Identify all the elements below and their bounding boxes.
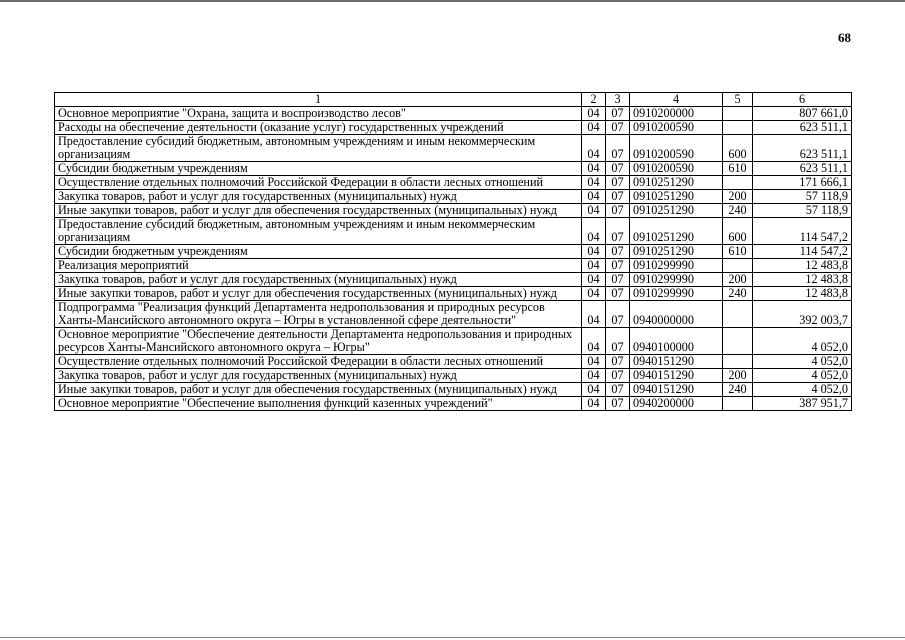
- expense-type-cell: 200: [723, 273, 753, 287]
- item-name-cell: Иные закупки товаров, работ и услуг для обеспечения государственных (муниципальных) нужд: [55, 204, 582, 218]
- subsection-cell: 07: [606, 328, 630, 355]
- expense-type-cell: [723, 107, 753, 121]
- target-article-cell: 0910200000: [630, 107, 723, 121]
- expense-type-cell: 240: [723, 204, 753, 218]
- expense-type-cell: 200: [723, 190, 753, 204]
- amount-cell: 623 511,1: [753, 135, 852, 162]
- section-cell: 04: [582, 135, 606, 162]
- header-col-4: 4: [630, 93, 723, 107]
- amount-cell: 4 052,0: [753, 369, 852, 383]
- table-row: [55, 287, 852, 301]
- budget-table: [54, 92, 852, 411]
- item-name-cell: Основное мероприятие "Обеспечение деятельности Департамента недропользования и природных ресурсов Ханты-Мансийского автономного округа – Югры": [55, 328, 582, 355]
- table-row: [55, 190, 852, 204]
- item-name-cell: Иные закупки товаров, работ и услуг для обеспечения государственных (муниципальных) нужд: [55, 287, 582, 301]
- header-col-2: 2: [582, 93, 606, 107]
- target-article-cell: 0940151290: [630, 369, 723, 383]
- item-name-cell: Субсидии бюджетным учреждениям: [55, 245, 582, 259]
- subsection-cell: 07: [606, 107, 630, 121]
- amount-cell: 114 547,2: [753, 218, 852, 245]
- subsection-cell: 07: [606, 245, 630, 259]
- section-cell: 04: [582, 355, 606, 369]
- subsection-cell: 07: [606, 369, 630, 383]
- item-name-cell: Субсидии бюджетным учреждениям: [55, 162, 582, 176]
- table-row: [55, 328, 852, 355]
- table-row: [55, 121, 852, 135]
- amount-cell: 57 118,9: [753, 204, 852, 218]
- section-cell: 04: [582, 176, 606, 190]
- amount-cell: 12 483,8: [753, 259, 852, 273]
- section-cell: 04: [582, 301, 606, 328]
- subsection-cell: 07: [606, 162, 630, 176]
- section-cell: 04: [582, 259, 606, 273]
- item-name-cell: Осуществление отдельных полномочий Российской Федерации в области лесных отношений: [55, 355, 582, 369]
- header-col-3: 3: [606, 93, 630, 107]
- amount-cell: 171 666,1: [753, 176, 852, 190]
- subsection-cell: 07: [606, 383, 630, 397]
- expense-type-cell: 610: [723, 245, 753, 259]
- target-article-cell: 0910200590: [630, 121, 723, 135]
- subsection-cell: 07: [606, 121, 630, 135]
- expense-type-cell: [723, 176, 753, 190]
- table-row: [55, 273, 852, 287]
- table-row: [55, 204, 852, 218]
- subsection-cell: 07: [606, 135, 630, 162]
- expense-type-cell: [723, 121, 753, 135]
- amount-cell: 4 052,0: [753, 355, 852, 369]
- target-article-cell: 0910299990: [630, 273, 723, 287]
- subsection-cell: 07: [606, 259, 630, 273]
- subsection-cell: 07: [606, 301, 630, 328]
- target-article-cell: 0940000000: [630, 301, 723, 328]
- section-cell: 04: [582, 383, 606, 397]
- amount-cell: 12 483,8: [753, 273, 852, 287]
- page-number: 68: [838, 30, 851, 45]
- scan-edge-top: [0, 0, 905, 2]
- target-article-cell: 0910299990: [630, 259, 723, 273]
- target-article-cell: 0910200590: [630, 135, 723, 162]
- section-cell: 04: [582, 369, 606, 383]
- expense-type-cell: [723, 301, 753, 328]
- subsection-cell: 07: [606, 176, 630, 190]
- item-name-cell: Закупка товаров, работ и услуг для государственных (муниципальных) нужд: [55, 190, 582, 204]
- target-article-cell: 0940100000: [630, 328, 723, 355]
- subsection-cell: 07: [606, 218, 630, 245]
- item-name-cell: Расходы на обеспечение деятельности (оказание услуг) государственных учреждений: [55, 121, 582, 135]
- target-article-cell: 0940200000: [630, 397, 723, 411]
- expense-type-cell: [723, 355, 753, 369]
- target-article-cell: 0940151290: [630, 355, 723, 369]
- item-name-cell: Реализация мероприятий: [55, 259, 582, 273]
- table-row: [55, 301, 852, 328]
- section-cell: 04: [582, 190, 606, 204]
- expense-type-cell: 240: [723, 383, 753, 397]
- section-cell: 04: [582, 287, 606, 301]
- header-col-1: 1: [55, 93, 582, 107]
- table-row: [55, 397, 852, 411]
- table-header-row: [55, 93, 852, 107]
- item-name-cell: Закупка товаров, работ и услуг для государственных (муниципальных) нужд: [55, 369, 582, 383]
- item-name-cell: Основное мероприятие "Обеспечение выполнения функций казенных учреждений": [55, 397, 582, 411]
- amount-cell: 392 003,7: [753, 301, 852, 328]
- target-article-cell: 0910251290: [630, 204, 723, 218]
- table-row: [55, 259, 852, 273]
- table-row: [55, 107, 852, 121]
- target-article-cell: 0910251290: [630, 190, 723, 204]
- expense-type-cell: [723, 328, 753, 355]
- item-name-cell: Подпрограмма "Реализация функций Департамента недропользования и природных ресурсов Ханты-Мансийского автономного округа – Югры в установленной сфере деятельности": [55, 301, 582, 328]
- header-col-5: 5: [723, 93, 753, 107]
- expense-type-cell: 240: [723, 287, 753, 301]
- amount-cell: 4 052,0: [753, 328, 852, 355]
- section-cell: 04: [582, 162, 606, 176]
- expense-type-cell: 600: [723, 218, 753, 245]
- table-row: [55, 135, 852, 162]
- expense-type-cell: 610: [723, 162, 753, 176]
- section-cell: 04: [582, 273, 606, 287]
- section-cell: 04: [582, 397, 606, 411]
- amount-cell: 807 661,0: [753, 107, 852, 121]
- table-row: [55, 369, 852, 383]
- subsection-cell: 07: [606, 397, 630, 411]
- item-name-cell: Предоставление субсидий бюджетным, автономным учреждениям и иным некоммерческим организациям: [55, 218, 582, 245]
- table-row: [55, 245, 852, 259]
- subsection-cell: 07: [606, 273, 630, 287]
- amount-cell: 387 951,7: [753, 397, 852, 411]
- subsection-cell: 07: [606, 355, 630, 369]
- expense-type-cell: [723, 397, 753, 411]
- header-col-6: 6: [753, 93, 852, 107]
- amount-cell: 4 052,0: [753, 383, 852, 397]
- amount-cell: 12 483,8: [753, 287, 852, 301]
- section-cell: 04: [582, 328, 606, 355]
- target-article-cell: 0910299990: [630, 287, 723, 301]
- section-cell: 04: [582, 245, 606, 259]
- item-name-cell: Иные закупки товаров, работ и услуг для обеспечения государственных (муниципальных) нужд: [55, 383, 582, 397]
- item-name-cell: Закупка товаров, работ и услуг для государственных (муниципальных) нужд: [55, 273, 582, 287]
- section-cell: 04: [582, 204, 606, 218]
- table-row: [55, 355, 852, 369]
- expense-type-cell: 600: [723, 135, 753, 162]
- expense-type-cell: 200: [723, 369, 753, 383]
- target-article-cell: 0940151290: [630, 383, 723, 397]
- subsection-cell: 07: [606, 287, 630, 301]
- amount-cell: 623 511,1: [753, 121, 852, 135]
- section-cell: 04: [582, 107, 606, 121]
- table-row: [55, 218, 852, 245]
- amount-cell: 57 118,9: [753, 190, 852, 204]
- amount-cell: 114 547,2: [753, 245, 852, 259]
- expense-type-cell: [723, 259, 753, 273]
- section-cell: 04: [582, 218, 606, 245]
- subsection-cell: 07: [606, 204, 630, 218]
- table-row: [55, 176, 852, 190]
- item-name-cell: Основное мероприятие "Охрана, защита и воспроизводство лесов": [55, 107, 582, 121]
- table-row: [55, 383, 852, 397]
- target-article-cell: 0910251290: [630, 176, 723, 190]
- target-article-cell: 0910251290: [630, 218, 723, 245]
- target-article-cell: 0910251290: [630, 245, 723, 259]
- amount-cell: 623 511,1: [753, 162, 852, 176]
- section-cell: 04: [582, 121, 606, 135]
- table-row: [55, 162, 852, 176]
- subsection-cell: 07: [606, 190, 630, 204]
- scan-edge-bottom: [0, 637, 905, 638]
- target-article-cell: 0910200590: [630, 162, 723, 176]
- item-name-cell: Предоставление субсидий бюджетным, автономным учреждениям и иным некоммерческим организациям: [55, 135, 582, 162]
- item-name-cell: Осуществление отдельных полномочий Российской Федерации в области лесных отношений: [55, 176, 582, 190]
- table-body: [55, 107, 852, 411]
